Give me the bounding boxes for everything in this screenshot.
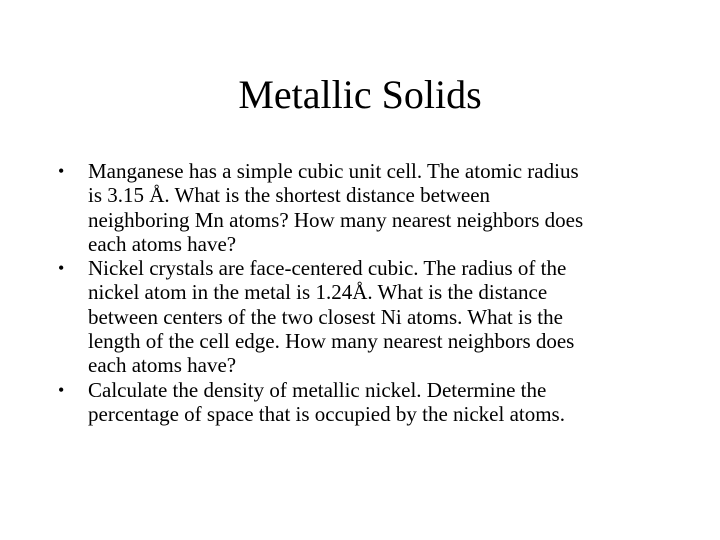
bullet-item-nickel-density	[58, 378, 678, 427]
bullet-icon: •	[58, 379, 65, 400]
bullet-text-line: length of the cell edge. How many nearest neighbors does	[88, 329, 575, 354]
bullet-text-line: is 3.15 Å. What is the shortest distance between	[88, 183, 491, 208]
bullet-text-line: Manganese has a simple cubic unit cell. The atomic radius	[88, 159, 579, 183]
bullet-text-line: Nickel crystals are face-centered cubic. The radius of the	[88, 256, 567, 281]
bullet-text-line: nickel atom in the metal is 1.24Å. What is the distance	[88, 280, 548, 305]
bullet-text-line: each atoms have?	[88, 231, 237, 256]
bullet-icon: •	[58, 161, 65, 181]
bullet-text-line: percentage of space that is occupied by the nickel atoms.	[88, 401, 565, 426]
slide-title: Metallic Solids	[238, 72, 482, 117]
bullet-item-nickel-fcc	[58, 256, 678, 377]
bullet-text-line: each atoms have?	[88, 353, 237, 378]
bullet-text-line: Calculate the density of metallic nickel. Determine the	[88, 377, 547, 402]
bullet-list	[58, 159, 678, 426]
bullet-text-line: neighboring Mn atoms? How many nearest neighbors does	[88, 207, 584, 232]
bullet-item-manganese	[58, 159, 678, 256]
bullet-text-line: between centers of the two closest Ni atoms. What is the	[88, 304, 563, 329]
bullet-icon: •	[58, 258, 65, 279]
